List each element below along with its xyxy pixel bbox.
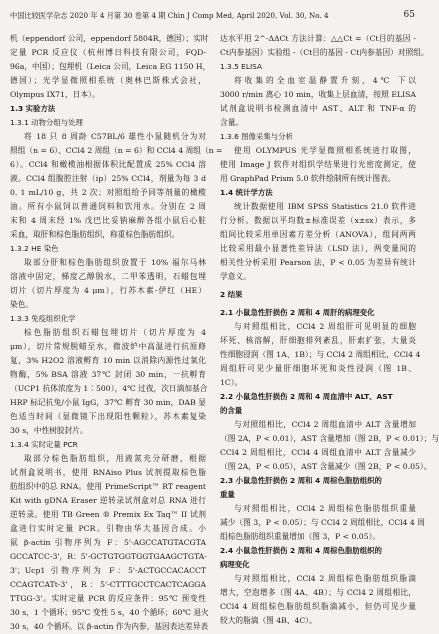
body-text-line: 含量。 [220,118,244,127]
body-text-line: 减少（图 3，P < 0.05）；与 CCl4 2 周组相比，CCl4 4 周 [220,518,425,527]
section-heading-line: 1.3.1 动物分组与处理 [10,118,83,127]
section-heading-line: 1.3.6 图像采集与分析 [220,132,293,141]
body-text-line: 3'；Ucp1 引物序列为 F：5'-ACTGCCACACCT [10,566,206,575]
body-text-line: 1C）。 [220,378,243,387]
body-text-line: 机（eppendorf 公司，eppendorf 5804R，德国）；实时 [10,34,209,43]
body-text-line: 末和 4 周末经 1% 戊巴比妥钠麻醉各组小鼠后心脏 [10,216,206,225]
body-text-line: 德国）；光学显微照相系统（奥林巴斯株式会社， [10,76,206,85]
body-text-line: 定量 PCR 反应仪（杭州博日科技有限公司，FQD- [10,48,206,57]
body-text-line: 复，3% H2O2 溶液孵育 10 min 以消除内源性过氧化 [10,356,206,365]
section-heading-line: 病理变化 [220,560,250,569]
body-text-line: CCl4 4 周组棕色脂肪组织脂滴减小，但仍可见少量 [220,602,416,611]
body-text-line: 试剂盒说明书，使用 RNAiso Plus 试剂提取棕色脂 [10,468,206,477]
body-text-line: 30 s，中性树胶封片。 [10,426,88,435]
body-text-line: 用 GraphPad Prism 5.0 软件绘制所有统计图表。 [220,174,396,183]
section-heading-line: 重量 [220,490,235,499]
body-text-line: 组间比较采用单因素方差分析（ANOVA），组间两两 [220,230,416,239]
journal-citation: 中国比较医学杂志 2020 年 4 月第 30 卷第 4 期 Chin J Comp Med, April 2020, Vol. 30, No. 4 [10,11,329,20]
body-text-line: 周组肝可见少量肝细胞坏死和炎性浸润（图 1B、 [220,364,416,373]
body-text-line: 照组（n = 6）、CCl4 2 周组（n = 6）和 CCl4 4 周组（n = [10,146,223,155]
section-heading-line: 1.3.2 HE 染色 [10,244,59,253]
section-heading-line: 1.3.3 免疫组织化学 [10,314,76,323]
body-text-line: 试剂盒说明书检测血清中 AST、ALT 和 TNF-α 的 [220,104,416,113]
running-header [10,9,415,22]
section-heading-line: 的含量 [220,406,243,415]
body-text-line: 达水平用 2^-ΔΔCt 方法计算：△△Ct =（Ct目的基因 - [220,34,416,43]
body-text-line: 切片（切片厚度为 4 μm），行苏木素-伊红（HE） [10,286,206,295]
body-text-line: 性细胞浸润（图 1A、1B）；与 CCl4 2 周组相比，CCl4 4 [220,350,421,359]
section-heading-line: 1.4 统计学方法 [220,188,273,197]
body-text-line: 溶液中固定，梯度乙醇脱水，二甲苯透明，石蜡包埋 [10,272,206,281]
body-text-line: 取部分棕色脂肪组织，用液氮充分研磨，根据 [24,454,206,463]
body-text-line: 学意义。 [220,272,251,281]
body-text-line: 统计数据使用 IBM SPSS Statistics 21.0 软件进 [234,202,416,211]
body-text-line: （UCP1 抗体浓度为 1∶500），4℃ 过夜，次日滴加基合 [10,384,208,393]
body-text-line: 30 s，1 个循环；95℃ 变性 5 s，40 个循环；60℃ 退火 [10,608,209,617]
section-heading-line: 2.3 小鼠急性肝损伤 2 周和 4 周棕色脂肪组织的 [220,476,382,485]
body-text-line: 相关性分析采用 Pearson 法，P < 0.05 为差异有统计 [220,258,416,267]
body-text-line: 将收集的全血室温静置升刻，4℃ 下以 [234,76,416,85]
section-heading-line: 1.3 实验方法 [10,104,56,113]
body-text-line: 较大的脂滴（图 4B、4C）。 [220,616,317,625]
body-text-line: 油。所有小鼠饲以普通饲料和饮用水。分别在 2 周 [10,202,206,211]
section-heading-line: 2 结果 [220,290,243,299]
body-text-line: 与对照组相比，CCl4 2 周组棕色脂肪组织脂滴 [234,574,416,583]
section-heading-line: 2.4 小鼠急性肝损伤 2 周和 4 周棕色脂肪组织的 [220,546,382,555]
body-text-line: 将 18 只 8 周龄 C57BL/6 雄性小鼠随机分为对 [24,132,206,141]
body-text-line: 染色。 [10,300,34,309]
body-text-line: 逆转录。使用 TB Green ® Premix Ex Taq™ II 试剂 [10,510,206,519]
body-text-line: TTGG-3'。实时定量 PCR 的反应条件：95℃ 预变性 [10,594,206,603]
section-heading-line: 2.1 小鼠急性肝损伤 2 周和 4 周肝的病理变化 [220,308,375,317]
body-text-line: GCCATCC-3'，R：5'-GCTGTGGTGGTGAAGCTGTA- [10,552,207,561]
page-number: 65 [403,10,415,20]
body-text-line: 与对照组相比，CCl4 2 周组棕色脂肪组织重量 [234,504,416,513]
body-text-line: μm），切片常规脱蜡至水，微波炉中高温进行抗原修 [10,342,206,351]
section-heading-line: 2.2 小鼠急性肝损伤 2 周和 4 周血清中 ALT、AST [220,392,393,401]
section-heading-line: 1.3.4 实时定量 PCR [10,440,78,449]
body-text-line: 鼠 β-actin 引物序列为 F：5'-AGCCATGTACGTA [10,538,206,547]
body-text-line: 使用 Image J 软件对组织学结果进行光密度测定，使 [220,160,416,169]
right-text-column [220,32,439,628]
body-text-line: CCAGTCATt-3'，R：5'-CTTTGCCTCACTCAGGA [10,580,206,589]
body-text-line: （图 2A，P < 0.01），AST 含量增加（图 2B，P < 0.01）；与 [220,434,439,443]
body-text-line: 30 s，40 个循环。以 β-actin 作为内参，基因表达差异表 [10,622,209,631]
body-text-line: 0. 1 mL/10 g，共 2 次；对照组给予同等剂量的橄榄 [10,188,206,197]
body-text-line: 采血，取肝和棕色脂肪组织，称重棕色脂肪组织。 [10,230,180,239]
body-text-line: 肪组织中的总 RNA。使用 PrimeScript™ RT reagent [10,482,206,491]
body-text-line: 物酶，5% BSA 溶液 37℃ 封闭 30 min，一抗孵育 [10,370,206,379]
section-heading-line: 1.3.5 ELISA [220,62,263,71]
body-text-line: 与对照组相比，CCl4 2 周组肝可见明显的细胞 [234,322,416,331]
body-text-line: 色适当时间（显微镜下出现阳性颗粒），苏木素复染 [10,412,206,421]
body-text-line: 行分析。数据以平均数±标准误差（x±sx）表示，多 [220,216,416,225]
body-text-line: 液。CCl4 组腹腔注射（ip）25% CCl4，剂量为每 3 d [10,174,206,183]
body-text-line: 6）。CCl4 和橄榄油根据体积比配置成 25% CCl4 溶 [10,160,206,169]
body-text-line: 盒进行实时定量 PCR。引物由华大基因合成。小 [10,524,206,533]
body-text-line: 取部分肝和棕色脂肪组织放置于 10% 福尔马林 [24,258,206,267]
body-text-line: 棕色脂肪组织石蜡包埋切片（切片厚度为 4 [24,328,206,337]
body-text-line: 3000 r/min 离心 10 min，收集上层血清，按照 ELISA [220,90,416,99]
body-text-line: CCl4 2 周组相比，CCl4 4 周组血清中 ALT 含量减少 [220,448,416,457]
body-text-line: 使用 OLYMPUS 光学显微照相系统进行取图， [234,146,416,155]
body-text-line: 比较采用最小显著性差异法（LSD 法），两变量间的 [220,244,416,253]
body-text-line: HRP 标记抗兔/小鼠 IgG，37℃ 孵育 30 min，DAB 显 [10,398,206,407]
body-text-line: Olympus IX71，日本）。 [10,90,100,99]
body-text-line: 96a，中国）；包埋机（Leica 公司，Leica EG 1150 H， [10,62,211,71]
body-text-line: Kit with gDNA Eraser 逆转录试剂盒对总 RNA 进行 [10,496,206,505]
body-text-line: 坏死、核溶解，肝细胞排列紊乱，肝索扩张，大量炎 [220,336,416,345]
body-text-line: （图 2A，P < 0.05），AST 含量减少（图 2B，P < 0.05）。 [220,462,432,471]
left-text-column [10,32,223,634]
body-text-line: 增大，空泡增多（图 4A、4B）；与 CCl4 2 周组相比， [220,588,416,597]
body-text-line: 组棕色脂肪组织重量增加（图 3，P < 0.05）。 [220,532,381,541]
body-text-line: Ct内参基因）实验组 -（Ct目的基因 - Ct内参基因）对照组。 [220,48,429,57]
body-text-line: 与对照组相比，CCl4 2 周组血清中 ALT 含量增加 [234,420,416,429]
